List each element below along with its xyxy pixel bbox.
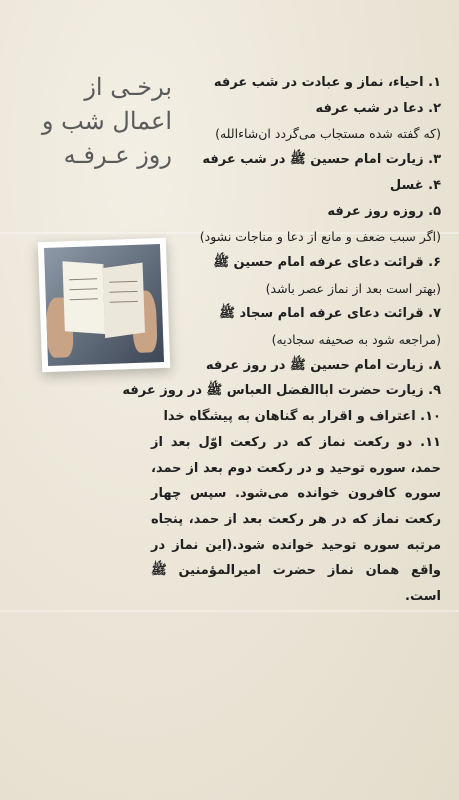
title-line-1: برخـی از [84, 73, 172, 101]
list-item: ۱. احیاء، نماز و عبادت در شب عرفه [213, 75, 441, 90]
list-item-note: (مراجعه شود به صحیفه سجادیه) [271, 332, 441, 348]
list-item: ۷. قرائت دعای عرفه امام سجاد ﷺ [219, 306, 441, 322]
list-item: ۴. غسل [389, 177, 441, 193]
title-line-2: اعمال شب و [41, 107, 172, 135]
title-line-3: روز عـرفـه [63, 141, 172, 169]
list-item: ۹. زیارت حضرت اباالفضل العباس ﷺ در روز عرفه [122, 383, 441, 399]
list-item: ۵. روزه روز عرفه [327, 203, 441, 219]
list-item-note: (بهتر است بعد از نماز عصر باشد) [265, 280, 441, 296]
list-item: ۳. زیارت امام حسین ﷺ در شب عرفه [202, 152, 441, 168]
list-item: ۶. قرائت دعای عرفه امام حسین ﷺ [213, 254, 441, 270]
photo-image [44, 244, 164, 366]
list-item: ۸. زیارت امام حسین ﷺ در روز عرفه [205, 357, 441, 373]
list-item-paragraph: ۱۱. دو رکعت نماز که در رکعت اوّل بعد از حمد، سوره توحید و در رکعت دوم بعد از حمد، سوره کافرون خوانده می‌شود. سپس چهار رکعت نماز که در هر رکعت بعد از حمد، پنجاه مرتبه سوره توحید خوانده شود.(این نماز در واقع همان نماز حضرت امیرالمؤمنین ﷺ است. [151, 434, 441, 605]
list-item-note: (اگر سبب ضعف و مانع از دعا و مناجات نشود) [199, 229, 441, 245]
list-item: ۱۰. اعتراف و اقرار به گناهان به پیشگاه خدا [163, 409, 441, 425]
list-item: ۲. دعا در شب عرفه [315, 100, 441, 116]
paper-crease [0, 610, 459, 612]
list-item-note: (که گفته شده مستجاب می‌گردد ان‌شاءالله) [215, 126, 441, 142]
